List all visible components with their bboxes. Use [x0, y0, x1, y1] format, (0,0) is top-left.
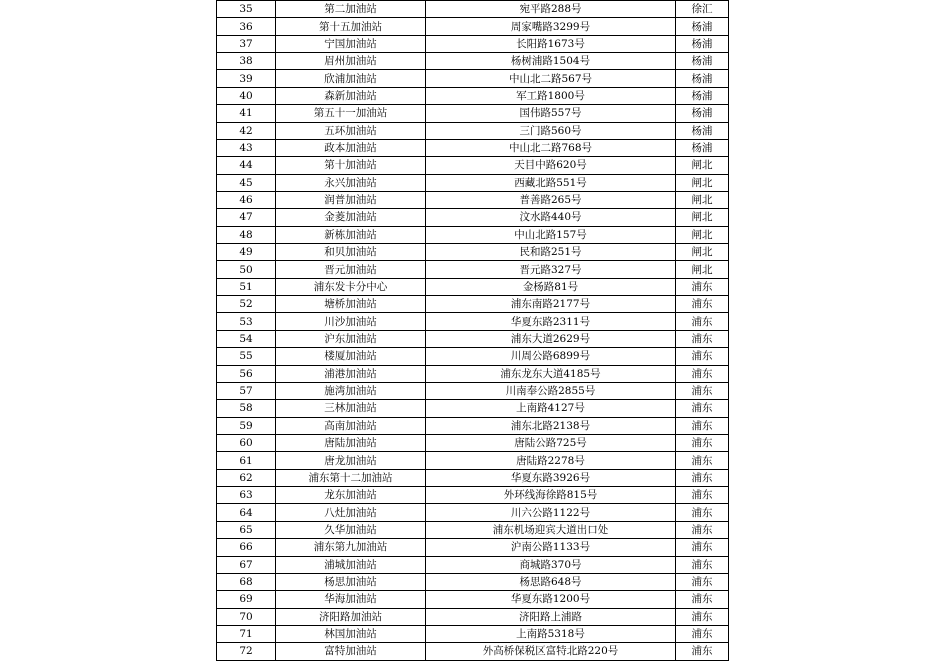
cell-address: 济阳路上浦路	[426, 608, 676, 625]
table-row	[217, 434, 729, 451]
table-row	[217, 365, 729, 382]
table-row	[217, 348, 729, 365]
cell-district: 浦东	[676, 556, 729, 573]
table-row	[217, 504, 729, 521]
cell-district: 浦东	[676, 348, 729, 365]
cell-address: 杨树浦路1504号	[426, 53, 676, 70]
cell-number: 35	[217, 1, 276, 18]
cell-station-name: 五环加油站	[276, 122, 426, 139]
cell-district: 浦东	[676, 296, 729, 313]
table-row	[217, 1, 729, 18]
cell-address: 普善路265号	[426, 191, 676, 208]
table-body	[217, 1, 729, 661]
cell-number: 60	[217, 434, 276, 451]
cell-address: 川六公路1122号	[426, 504, 676, 521]
table-row	[217, 174, 729, 191]
cell-number: 62	[217, 469, 276, 486]
cell-number: 59	[217, 417, 276, 434]
cell-number: 68	[217, 573, 276, 590]
cell-address: 中山北路157号	[426, 226, 676, 243]
cell-number: 69	[217, 591, 276, 608]
cell-district: 浦东	[676, 643, 729, 660]
cell-station-name: 济阳路加油站	[276, 608, 426, 625]
cell-station-name: 浦港加油站	[276, 365, 426, 382]
cell-district: 杨浦	[676, 18, 729, 35]
cell-station-name: 川沙加油站	[276, 313, 426, 330]
cell-district: 浦东	[676, 539, 729, 556]
cell-number: 54	[217, 330, 276, 347]
cell-station-name: 晋元加油站	[276, 261, 426, 278]
cell-address: 沪南公路1133号	[426, 539, 676, 556]
table-row	[217, 53, 729, 70]
cell-address: 浦东机场迎宾大道出口处	[426, 521, 676, 538]
cell-station-name: 眉州加油站	[276, 53, 426, 70]
table-row	[217, 330, 729, 347]
cell-station-name: 龙东加油站	[276, 487, 426, 504]
cell-station-name: 第二加油站	[276, 1, 426, 18]
cell-station-name: 欣浦加油站	[276, 70, 426, 87]
cell-number: 38	[217, 53, 276, 70]
cell-station-name: 杨思加油站	[276, 573, 426, 590]
cell-district: 杨浦	[676, 87, 729, 104]
cell-station-name: 八灶加油站	[276, 504, 426, 521]
table-row	[217, 313, 729, 330]
cell-address: 汶水路440号	[426, 209, 676, 226]
cell-address: 浦东南路2177号	[426, 296, 676, 313]
cell-number: 72	[217, 643, 276, 660]
cell-station-name: 第十加油站	[276, 157, 426, 174]
table-row	[217, 382, 729, 399]
table-row	[217, 35, 729, 52]
cell-district: 浦东	[676, 434, 729, 451]
table-row	[217, 226, 729, 243]
cell-number: 46	[217, 191, 276, 208]
cell-district: 浦东	[676, 382, 729, 399]
cell-station-name: 富特加油站	[276, 643, 426, 660]
cell-district: 闸北	[676, 209, 729, 226]
cell-station-name: 沪东加油站	[276, 330, 426, 347]
cell-address: 华夏东路3926号	[426, 469, 676, 486]
cell-district: 杨浦	[676, 139, 729, 156]
cell-number: 53	[217, 313, 276, 330]
cell-station-name: 浦东发卡分中心	[276, 278, 426, 295]
table-row	[217, 643, 729, 660]
table-row	[217, 209, 729, 226]
cell-station-name: 高南加油站	[276, 417, 426, 434]
cell-district: 闸北	[676, 261, 729, 278]
table-row	[217, 556, 729, 573]
cell-district: 浦东	[676, 521, 729, 538]
cell-number: 39	[217, 70, 276, 87]
cell-address: 外高桥保税区富特北路220号	[426, 643, 676, 660]
cell-station-name: 楼厦加油站	[276, 348, 426, 365]
cell-number: 37	[217, 35, 276, 52]
cell-district: 闸北	[676, 244, 729, 261]
cell-address: 川南奉公路2855号	[426, 382, 676, 399]
table-row	[217, 244, 729, 261]
cell-district: 闸北	[676, 174, 729, 191]
cell-number: 36	[217, 18, 276, 35]
cell-address: 中山北二路768号	[426, 139, 676, 156]
cell-district: 浦东	[676, 469, 729, 486]
cell-number: 49	[217, 244, 276, 261]
table-row	[217, 296, 729, 313]
cell-number: 48	[217, 226, 276, 243]
table-row	[217, 278, 729, 295]
cell-station-name: 华海加油站	[276, 591, 426, 608]
cell-district: 闸北	[676, 191, 729, 208]
table-row	[217, 591, 729, 608]
table-row	[217, 191, 729, 208]
cell-address: 中山北二路567号	[426, 70, 676, 87]
cell-district: 浦东	[676, 313, 729, 330]
cell-number: 67	[217, 556, 276, 573]
cell-station-name: 浦东第九加油站	[276, 539, 426, 556]
cell-number: 61	[217, 452, 276, 469]
cell-address: 晋元路327号	[426, 261, 676, 278]
table-row	[217, 157, 729, 174]
table-row	[217, 139, 729, 156]
table-row	[217, 400, 729, 417]
cell-address: 金杨路81号	[426, 278, 676, 295]
cell-number: 71	[217, 625, 276, 642]
cell-number: 44	[217, 157, 276, 174]
cell-station-name: 第五十一加油站	[276, 105, 426, 122]
cell-address: 三门路560号	[426, 122, 676, 139]
cell-district: 浦东	[676, 417, 729, 434]
cell-number: 56	[217, 365, 276, 382]
cell-district: 闸北	[676, 226, 729, 243]
cell-station-name: 唐龙加油站	[276, 452, 426, 469]
cell-district: 浦东	[676, 330, 729, 347]
table-row	[217, 261, 729, 278]
table-row	[217, 417, 729, 434]
cell-district: 杨浦	[676, 35, 729, 52]
cell-address: 唐陆路2278号	[426, 452, 676, 469]
cell-station-name: 政本加油站	[276, 139, 426, 156]
table-row	[217, 18, 729, 35]
cell-number: 70	[217, 608, 276, 625]
cell-address: 华夏东路2311号	[426, 313, 676, 330]
table-row	[217, 105, 729, 122]
cell-district: 杨浦	[676, 105, 729, 122]
cell-address: 川周公路6899号	[426, 348, 676, 365]
cell-address: 华夏东路1200号	[426, 591, 676, 608]
cell-number: 57	[217, 382, 276, 399]
cell-district: 浦东	[676, 400, 729, 417]
cell-district: 杨浦	[676, 53, 729, 70]
cell-number: 66	[217, 539, 276, 556]
cell-station-name: 和贝加油站	[276, 244, 426, 261]
cell-number: 52	[217, 296, 276, 313]
cell-number: 50	[217, 261, 276, 278]
cell-number: 55	[217, 348, 276, 365]
cell-district: 浦东	[676, 608, 729, 625]
table-row	[217, 573, 729, 590]
cell-station-name: 润普加油站	[276, 191, 426, 208]
cell-district: 浦东	[676, 591, 729, 608]
cell-number: 40	[217, 87, 276, 104]
cell-station-name: 新栋加油站	[276, 226, 426, 243]
cell-number: 51	[217, 278, 276, 295]
cell-address: 浦东大道2629号	[426, 330, 676, 347]
cell-number: 63	[217, 487, 276, 504]
table-row	[217, 70, 729, 87]
cell-address: 杨思路648号	[426, 573, 676, 590]
cell-address: 天目中路620号	[426, 157, 676, 174]
table-row	[217, 87, 729, 104]
cell-district: 浦东	[676, 365, 729, 382]
table-row	[217, 122, 729, 139]
cell-station-name: 塘桥加油站	[276, 296, 426, 313]
cell-address: 西藏北路551号	[426, 174, 676, 191]
cell-address: 上南路5318号	[426, 625, 676, 642]
cell-station-name: 唐陆加油站	[276, 434, 426, 451]
cell-district: 杨浦	[676, 70, 729, 87]
cell-address: 外环线海徐路815号	[426, 487, 676, 504]
cell-station-name: 森新加油站	[276, 87, 426, 104]
cell-station-name: 久华加油站	[276, 521, 426, 538]
cell-district: 浦东	[676, 278, 729, 295]
cell-number: 45	[217, 174, 276, 191]
cell-number: 41	[217, 105, 276, 122]
cell-station-name: 第十五加油站	[276, 18, 426, 35]
table-row	[217, 539, 729, 556]
cell-district: 徐汇	[676, 1, 729, 18]
cell-address: 民和路251号	[426, 244, 676, 261]
cell-station-name: 浦城加油站	[276, 556, 426, 573]
cell-station-name: 宁国加油站	[276, 35, 426, 52]
cell-station-name: 施湾加油站	[276, 382, 426, 399]
cell-station-name: 浦东第十二加油站	[276, 469, 426, 486]
cell-address: 国伟路557号	[426, 105, 676, 122]
cell-number: 47	[217, 209, 276, 226]
cell-station-name: 三林加油站	[276, 400, 426, 417]
cell-address: 浦东北路2138号	[426, 417, 676, 434]
cell-address: 唐陆公路725号	[426, 434, 676, 451]
cell-address: 上南路4127号	[426, 400, 676, 417]
cell-address: 长阳路1673号	[426, 35, 676, 52]
cell-district: 浦东	[676, 487, 729, 504]
cell-district: 杨浦	[676, 122, 729, 139]
table-row	[217, 452, 729, 469]
cell-address: 浦东龙东大道4185号	[426, 365, 676, 382]
cell-address: 军工路1800号	[426, 87, 676, 104]
table-row	[217, 521, 729, 538]
cell-station-name: 林国加油站	[276, 625, 426, 642]
cell-district: 闸北	[676, 157, 729, 174]
cell-number: 65	[217, 521, 276, 538]
cell-district: 浦东	[676, 504, 729, 521]
cell-station-name: 金菱加油站	[276, 209, 426, 226]
table-row	[217, 469, 729, 486]
cell-district: 浦东	[676, 452, 729, 469]
table-row	[217, 608, 729, 625]
cell-number: 43	[217, 139, 276, 156]
table-row	[217, 625, 729, 642]
cell-number: 64	[217, 504, 276, 521]
cell-district: 浦东	[676, 573, 729, 590]
cell-address: 宛平路288号	[426, 1, 676, 18]
cell-number: 42	[217, 122, 276, 139]
cell-address: 商城路370号	[426, 556, 676, 573]
cell-address: 周家嘴路3299号	[426, 18, 676, 35]
cell-station-name: 永兴加油站	[276, 174, 426, 191]
gas-station-table	[216, 0, 729, 661]
cell-district: 浦东	[676, 625, 729, 642]
table-row	[217, 487, 729, 504]
cell-number: 58	[217, 400, 276, 417]
